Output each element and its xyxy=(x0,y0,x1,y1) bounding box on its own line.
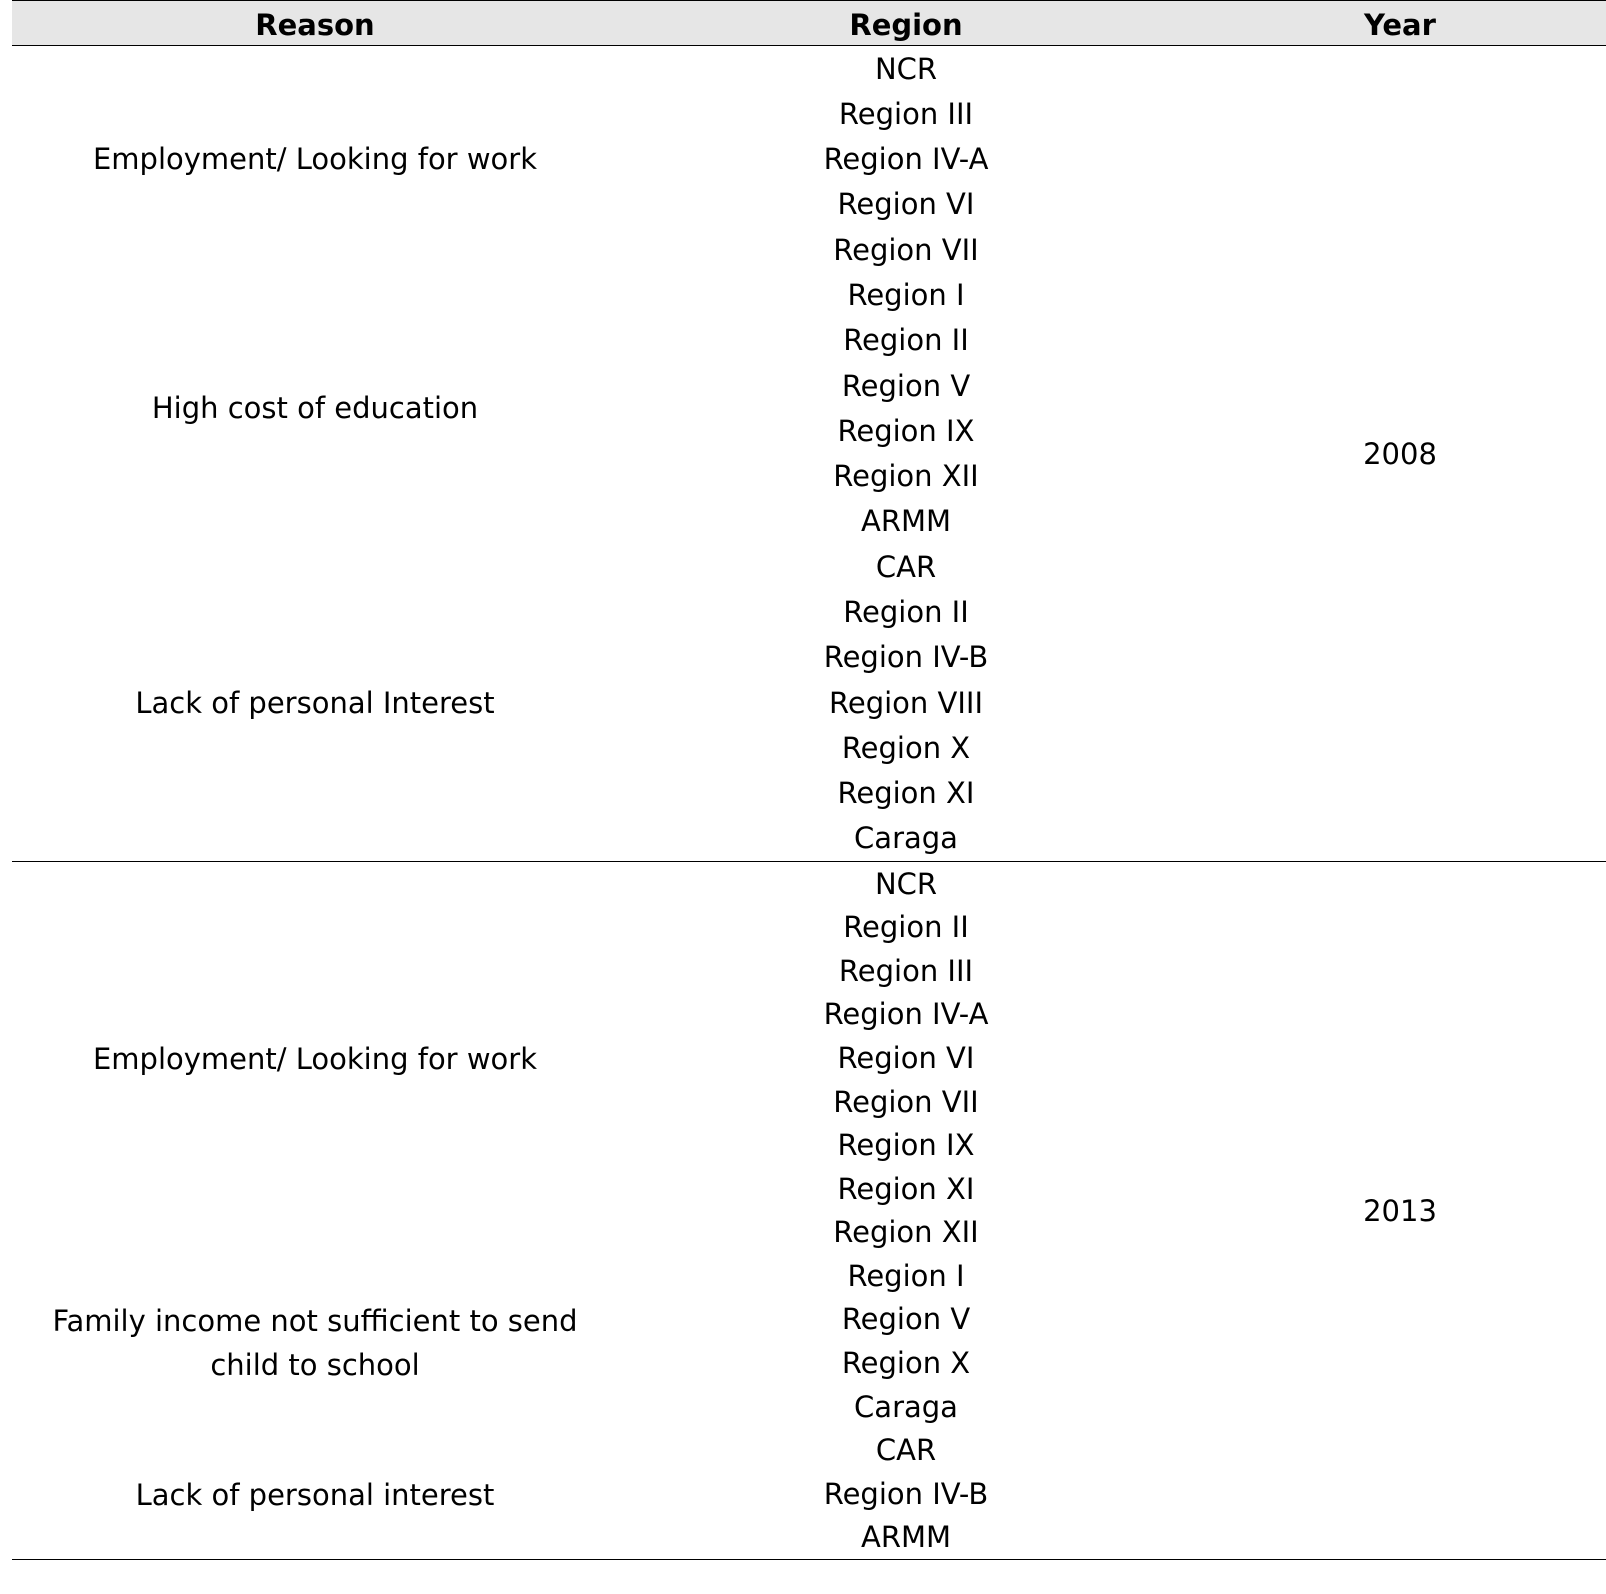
region-item: Region VII xyxy=(833,1084,979,1119)
region-item: Region IX xyxy=(837,1128,975,1163)
region-column xyxy=(618,46,1194,861)
region-item: NCR xyxy=(874,866,938,901)
region-item: Region III xyxy=(838,96,974,131)
region-item: Region VI xyxy=(837,1041,975,1076)
region-item: Region V xyxy=(841,368,971,403)
header-reason: Reason xyxy=(255,8,375,42)
region-item: Region II xyxy=(843,910,969,945)
region-item: Region VI xyxy=(837,187,975,222)
year-block-2013 xyxy=(12,862,1606,1560)
reason-column xyxy=(12,862,618,1559)
region-column xyxy=(618,862,1194,1559)
year-column xyxy=(1194,46,1606,861)
reason-cell: Lack of personal Interest xyxy=(135,686,495,720)
region-item: Region IX xyxy=(837,413,975,448)
region-list xyxy=(618,862,1194,1559)
region-item: Region XI xyxy=(837,776,975,811)
reason-column xyxy=(12,46,618,861)
region-item: Region VII xyxy=(833,232,979,267)
year-column xyxy=(1194,862,1606,1559)
year-block-2008 xyxy=(12,46,1606,862)
table-header xyxy=(12,0,1606,46)
reasons-table xyxy=(12,0,1606,1560)
region-item: Region II xyxy=(843,595,969,630)
region-item: Region X xyxy=(841,730,971,765)
year-cell: 2013 xyxy=(1363,1193,1437,1228)
region-item: Region XII xyxy=(833,1215,979,1250)
reason-cell: Family income not sufficient to send child to school xyxy=(52,1304,578,1382)
region-item: ARMM xyxy=(860,1520,952,1555)
region-list xyxy=(618,46,1194,861)
region-item: Region XII xyxy=(833,459,979,494)
header-region: Region xyxy=(849,8,963,42)
region-item: CAR xyxy=(875,1433,937,1468)
region-item: Region I xyxy=(847,1258,965,1293)
reason-cell: Lack of personal interest xyxy=(135,1478,495,1512)
region-item: Region II xyxy=(843,323,969,358)
region-item: Region IV-B xyxy=(823,640,989,675)
reason-cell: Employment/ Looking for work xyxy=(92,142,538,176)
reason-cell: High cost of education xyxy=(151,391,479,425)
reason-cell: Employment/ Looking for work xyxy=(92,1042,538,1076)
region-item: Region III xyxy=(838,953,974,988)
header-year: Year xyxy=(1364,8,1436,42)
region-item: NCR xyxy=(874,51,938,86)
region-item: Region VIII xyxy=(829,685,983,720)
region-item: ARMM xyxy=(860,504,952,539)
region-item: Region V xyxy=(841,1302,971,1337)
region-item: Region I xyxy=(847,278,965,313)
region-item: Region IV-A xyxy=(823,142,989,177)
region-item: CAR xyxy=(875,549,937,584)
region-item: Region IV-B xyxy=(823,1476,989,1511)
year-cell: 2008 xyxy=(1363,436,1437,471)
region-item: Region IV-A xyxy=(823,997,989,1032)
region-item: Caraga xyxy=(854,1389,958,1424)
region-item: Region X xyxy=(841,1345,971,1380)
region-item: Caraga xyxy=(854,821,958,856)
region-item: Region XI xyxy=(837,1171,975,1206)
